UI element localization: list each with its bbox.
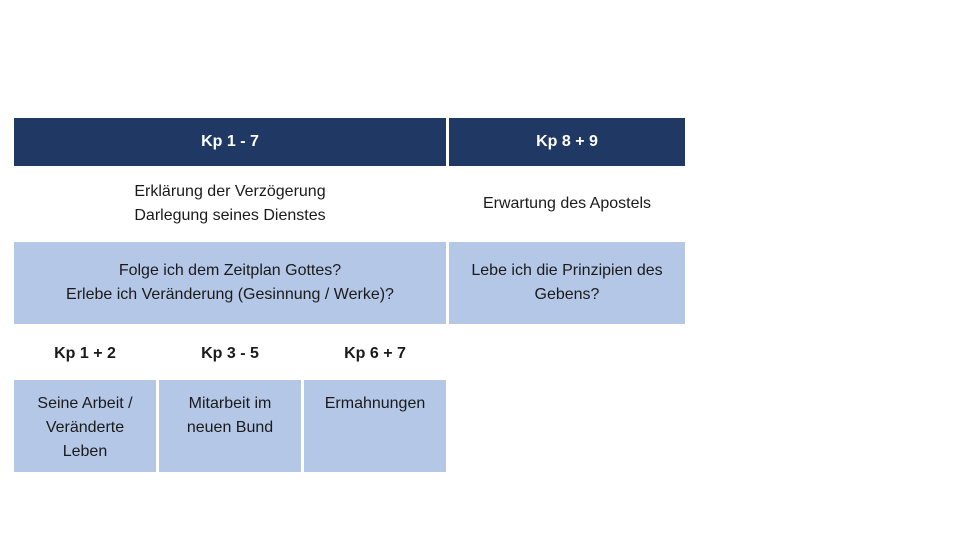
- header-kp-8-9: Kp 8 + 9: [449, 118, 685, 166]
- purpose-left-cell: Erklärung der Verzögerung Darlegung seines Dienstes: [14, 166, 446, 241]
- subcell-kp-3-5: Mitarbeit im neuen Bund: [159, 380, 301, 472]
- subheader-kp-6-7: Kp 6 + 7: [304, 330, 446, 378]
- purpose-right-cell: Erwartung des Apostels: [449, 166, 685, 241]
- header-kp-1-7: Kp 1 - 7: [14, 118, 446, 166]
- subheader-kp-3-5: Kp 3 - 5: [159, 330, 301, 378]
- subheader-kp-1-2: Kp 1 + 2: [14, 330, 156, 378]
- question-left-cell: Folge ich dem Zeitplan Gottes? Erlebe ich Veränderung (Gesinnung / Werke)?: [14, 242, 446, 324]
- subcell-kp-1-2: Seine Arbeit / Veränderte Leben: [14, 380, 156, 472]
- subcell-kp-6-7: Ermahnungen: [304, 380, 446, 472]
- question-right-cell: Lebe ich die Prinzipien des Gebens?: [449, 242, 685, 324]
